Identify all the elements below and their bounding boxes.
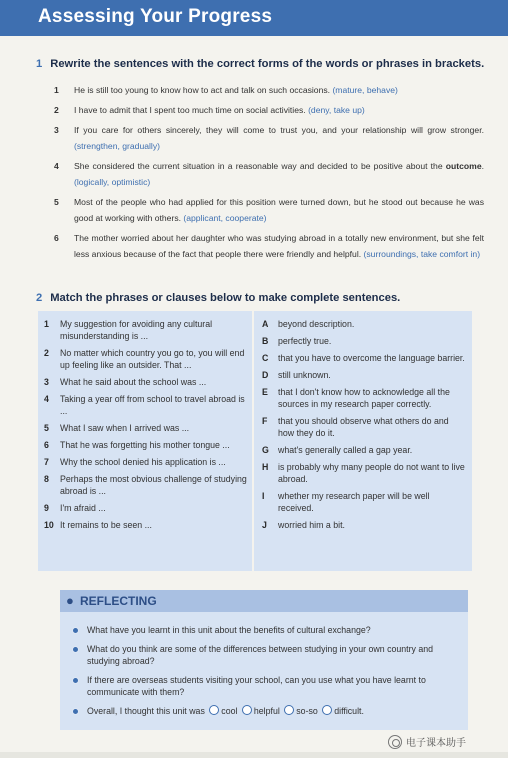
item-text [74,102,484,118]
section2-instruction [36,292,486,304]
match-right-item [262,490,466,514]
list-item [54,158,484,190]
section2-instruction-text: Match the phrases or clauses below to make complete sentences. [50,292,401,304]
item-sentence: If you care for others sincerely, they will come to trust you, and your relationship will grow stronger. [74,125,484,135]
item-key: G [262,445,269,455]
section1-instruction [36,58,486,70]
match-right-item [262,352,466,364]
match-left-item [44,347,254,371]
item-key: 8 [44,474,49,484]
bullet-icon [72,627,79,634]
item-bold-word: outcome [445,161,482,171]
section2-number: 2 [36,292,43,304]
rating-option-helpful[interactable] [242,705,252,715]
match-left-item [44,473,254,497]
match-left-item [44,393,254,417]
rating-label: difficult. [334,706,364,716]
item-hint: (strengthen, gradually) [74,141,160,151]
item-hint: (applicant, cooperate) [183,213,267,223]
bullet-icon [72,708,79,715]
item-text: I'm afraid ... [60,503,106,513]
item-text: What he said about the school was ... [60,377,207,387]
item-number: 6 [54,233,59,243]
rating-option-difficult[interactable] [322,705,332,715]
reflecting-header [60,590,468,612]
match-right-item [262,369,466,381]
item-text: That he was forgetting his mother tongue ... [60,440,230,450]
item-text: Why the school denied his application is ... [60,457,226,467]
item-hint: (surroundings, take comfort in) [363,249,481,259]
item-key: B [262,336,269,346]
item-key: 5 [44,423,49,433]
item-sentence: The mother worried about her daughter who was studying abroad in a totally new environment, but she felt less anxious because of the fact that people there were friendly and helpful. [74,233,484,259]
item-number: 5 [54,197,59,207]
item-sentence: I have to admit that I spent too much time on social activities. [74,105,309,115]
match-left-item [44,456,254,468]
rating-item [72,705,462,717]
match-right-item [262,386,466,410]
item-text: still unknown. [278,370,331,380]
match-left-item [44,318,254,342]
match-right-item [262,444,466,456]
match-left-item [44,502,254,514]
item-number: 4 [54,161,59,171]
item-key: 9 [44,503,49,513]
item-hint: (logically, optimistic) [74,177,151,187]
match-right-column [262,318,466,536]
item-text: beyond description. [278,319,355,329]
item-sentence-end: . [481,161,484,171]
item-sentence: She considered the current situation in a reasonable way and decided to be positive about the [74,161,446,171]
item-text [74,230,484,262]
watermark-text: 电子课本助手 [406,738,466,749]
item-key: I [262,491,265,501]
list-item [54,230,484,262]
rating-label: so-so [296,706,318,716]
item-text [74,158,484,190]
item-text: Taking a year off from school to travel abroad is ... [60,394,245,416]
item-key: 10 [44,520,54,530]
item-text [74,82,484,98]
item-key: 1 [44,319,49,329]
item-text: My suggestion for avoiding any cultural misunderstanding is ... [60,319,213,341]
lightbulb-icon: ● [66,593,74,608]
match-left-item [44,376,254,388]
page-title: Assessing Your Progress [38,6,273,27]
item-text: No matter which country you go to, you will end up feeling like an outsider. That ... [60,348,245,370]
item-sentence: Most of the people who had applied for this position were turned down, but he stood out because he was good at working with others. [74,197,484,223]
item-key: D [262,370,269,380]
section1-instruction-text: Rewrite the sentences with the correct forms of the words or phrases in brackets. [50,58,485,70]
match-right-item [262,335,466,347]
section1-list [54,82,484,266]
list-item [54,82,484,98]
rating-line [87,705,462,717]
item-key: J [262,520,267,530]
reflect-question: If there are overseas students visiting your school, can you use what you have learnt to communicate with them? [87,675,426,697]
item-text: what's generally called a gap year. [278,445,413,455]
rating-label: helpful [253,706,280,716]
list-item [54,194,484,226]
item-text: that you have to overcome the language barrier. [278,353,465,363]
item-key: F [262,416,268,426]
rating-label: cool [221,706,238,716]
item-text [74,122,484,154]
rating-option-cool[interactable] [209,705,219,715]
item-number: 2 [54,105,59,115]
item-key: 7 [44,457,49,467]
footer-bar [0,752,508,758]
item-key: 2 [44,348,49,358]
item-key: E [262,387,268,397]
list-item [72,674,462,698]
page-header [0,0,508,36]
list-item [72,643,462,667]
section1-number: 1 [36,58,43,70]
reflect-question: What have you learnt in this unit about the benefits of cultural exchange? [87,625,371,635]
reflecting-title: REFLECTING [80,594,157,608]
match-left-item [44,439,254,451]
match-right-item [262,318,466,330]
reflecting-list [72,624,462,724]
item-key: A [262,319,269,329]
item-number: 1 [54,85,59,95]
list-item [54,102,484,118]
item-key: C [262,353,269,363]
bullet-icon [72,677,79,684]
item-text: whether my research paper will be well received. [278,491,430,513]
item-hint: (mature, behave) [332,85,398,95]
watermark-logo-icon [388,735,402,749]
match-left-item [44,519,254,531]
item-key: 6 [44,440,49,450]
match-right-item [262,415,466,439]
match-right-item [262,519,466,531]
item-number: 3 [54,125,59,135]
item-text: What I saw when I arrived was ... [60,423,190,433]
item-text: Perhaps the most obvious challenge of studying abroad is ... [60,474,247,496]
item-text: It remains to be seen ... [60,520,152,530]
match-right-item [262,461,466,485]
item-hint: (deny, take up) [308,105,365,115]
item-sentence: He is still too young to know how to act and talk on such occasions. [74,85,333,95]
reflect-question: What do you think are some of the differences between studying in your own country and studying abroad? [87,644,434,666]
match-left-column [44,318,254,536]
item-text: is probably why many people do not want to live abroad. [278,462,465,484]
item-key: 3 [44,377,49,387]
item-key: H [262,462,269,472]
rating-option-so-so[interactable] [284,705,294,715]
rating-prefix: Overall, I thought this unit was [87,706,205,716]
bullet-icon [72,646,79,653]
list-item [54,122,484,154]
item-key: 4 [44,394,49,404]
item-text: that I don't know how to acknowledge all the sources in my research paper correctly. [278,387,450,409]
watermark [388,734,466,749]
item-text: that you should observe what others do and how they do it. [278,416,449,438]
item-text: worried him a bit. [278,520,345,530]
item-text: perfectly true. [278,336,332,346]
list-item [72,624,462,636]
match-left-item [44,422,254,434]
item-text [74,194,484,226]
